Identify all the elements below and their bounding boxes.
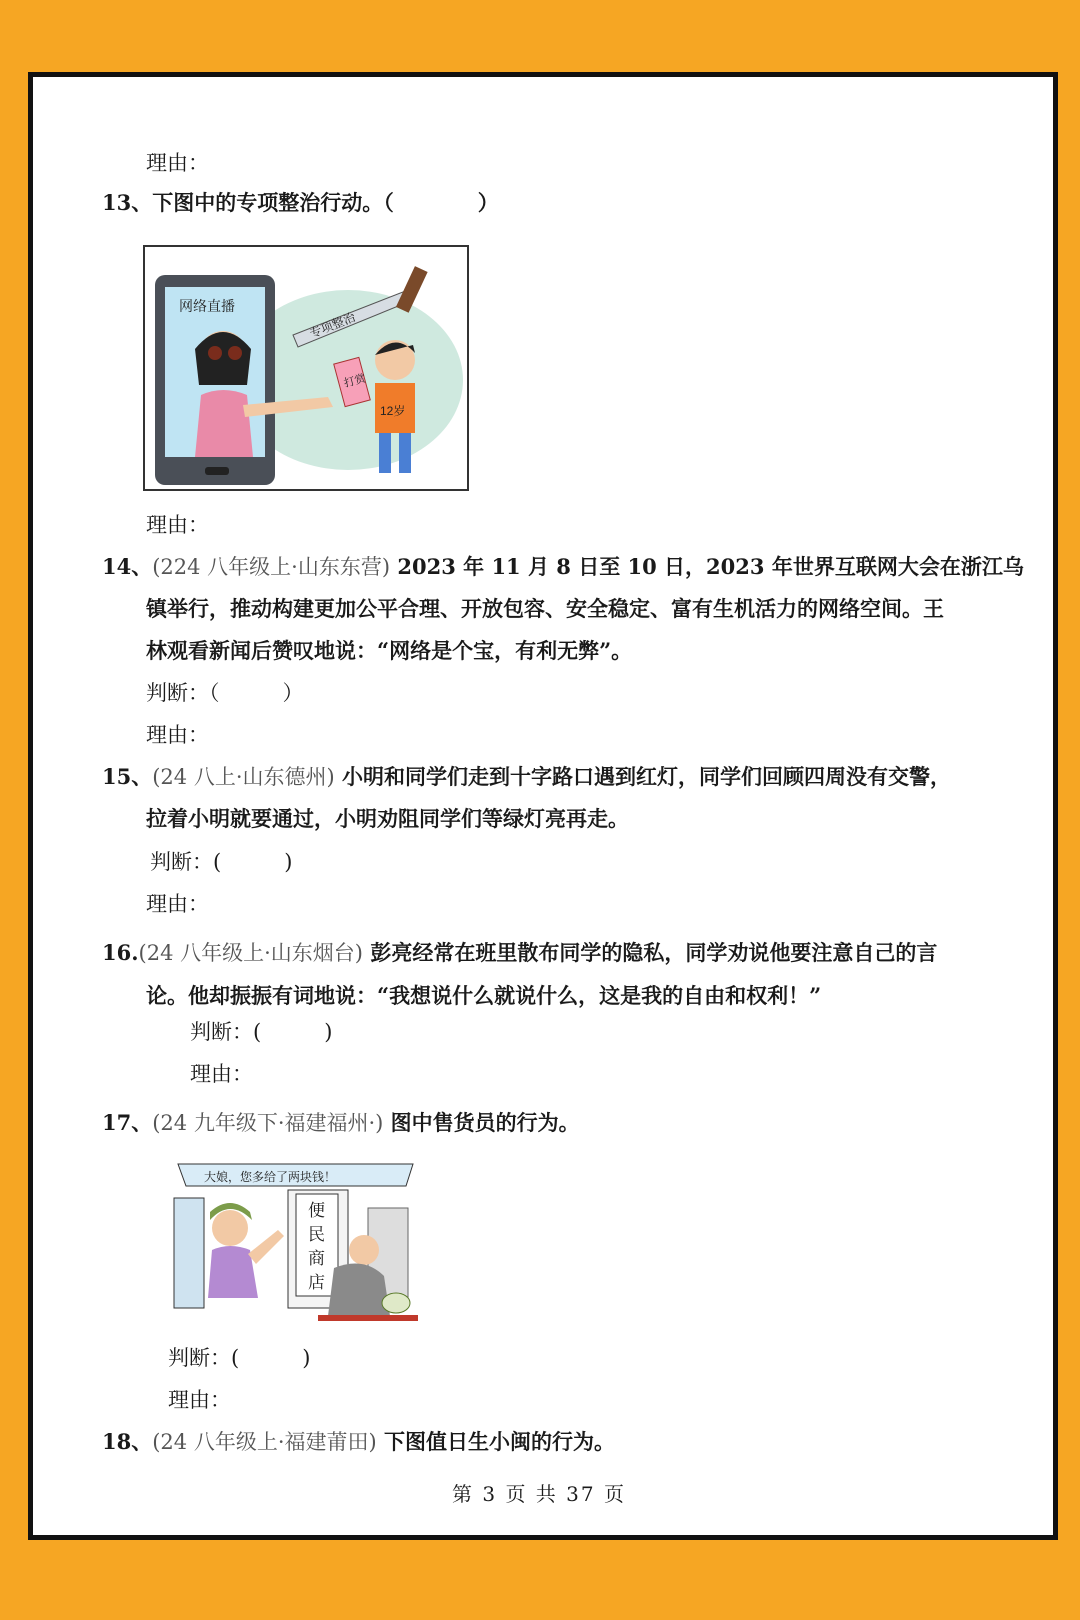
page-footer: 第 3 页 共 37 页 — [452, 1482, 626, 1506]
q18-number: 18、 — [102, 1429, 153, 1454]
q16-text1: 彭亮经常在班里散布同学的隐私，同学劝说他要注意自己的言 — [363, 940, 938, 965]
q15-line1 — [102, 762, 951, 792]
q18-line — [102, 1427, 615, 1457]
q14-text1: 2023 年 11 月 8 日至 10 日，2023 年世界互联网大会在浙江乌 — [390, 554, 1024, 579]
q17-illustration — [168, 1158, 430, 1328]
q14-line1 — [102, 552, 1024, 582]
q16-reason: 理由： — [190, 1062, 253, 1086]
q16-text2: 论。他却振振有词地说：“我想说什么就说什么，这是我的自由和权利！” — [146, 983, 822, 1008]
q17-number: 17、 — [102, 1110, 153, 1135]
q17-text: 图中售货员的行为。 — [383, 1110, 580, 1135]
q13-money-label: 打赏 — [342, 372, 368, 390]
q15-text2: 拉着小明就要通过，小明劝阻同学们等绿灯亮再走。 — [146, 806, 629, 831]
q14-text2: 镇举行，推动构建更加公平合理、开放包容、安全稳定、富有生机活力的网络空间。王 — [146, 596, 944, 621]
q16-number: 16. — [102, 940, 139, 965]
q13-number: 13、 — [102, 190, 153, 215]
q13-age-label: 12岁 — [380, 404, 406, 418]
q16-judge: 判断：( ) — [190, 1020, 333, 1044]
q13-sword-label: 专项整治 — [307, 309, 358, 341]
q17-judge: 判断：( ) — [168, 1346, 311, 1370]
q13-reason: 理由： — [146, 513, 209, 537]
q15-judge: 判断：( ) — [150, 850, 293, 874]
q13-line — [102, 188, 499, 218]
q17-sign-2: 民 — [308, 1225, 325, 1244]
q18-source: (24 八年级上·福建莆田) — [152, 1430, 377, 1454]
q17-reason: 理由： — [168, 1388, 231, 1412]
q14-judge: 判断：（ ） — [146, 681, 304, 705]
q17-sign-4: 店 — [308, 1273, 325, 1292]
q15-reason: 理由： — [146, 892, 209, 916]
q16-source: (24 八年级上·山东烟台) — [138, 941, 364, 965]
q17-sign-1: 便 — [308, 1201, 325, 1220]
q14-number: 14、 — [102, 554, 153, 579]
q16-line1 — [102, 938, 937, 968]
q14-text3: 林观看新闻后赞叹地说：“网络是个宝，有利无弊”。 — [146, 638, 633, 663]
q13-screen-label: 网络直播 — [179, 298, 235, 314]
q17-line — [102, 1108, 580, 1138]
q17-source: (24 九年级下·福建福州·) — [152, 1111, 384, 1135]
q17-banner-label: 大娘，您多给了两块钱！ — [204, 1170, 337, 1184]
q13-illustration — [143, 245, 469, 491]
q15-number: 15、 — [102, 764, 153, 789]
q15-source: (24 八上·山东德州) — [152, 765, 335, 789]
q15-text1: 小明和同学们走到十字路口遇到红灯，同学们回顾四周没有交警， — [334, 764, 952, 789]
q14-source: (224 八年级上·山东东营) — [152, 555, 391, 579]
q18-text: 下图值日生小闽的行为。 — [376, 1429, 616, 1454]
q14-reason: 理由： — [146, 723, 209, 747]
q12-reason: 理由： — [146, 151, 209, 175]
q17-sign-3: 商 — [308, 1249, 325, 1268]
q13-text: 下图中的专项整治行动。（ ） — [152, 190, 499, 215]
